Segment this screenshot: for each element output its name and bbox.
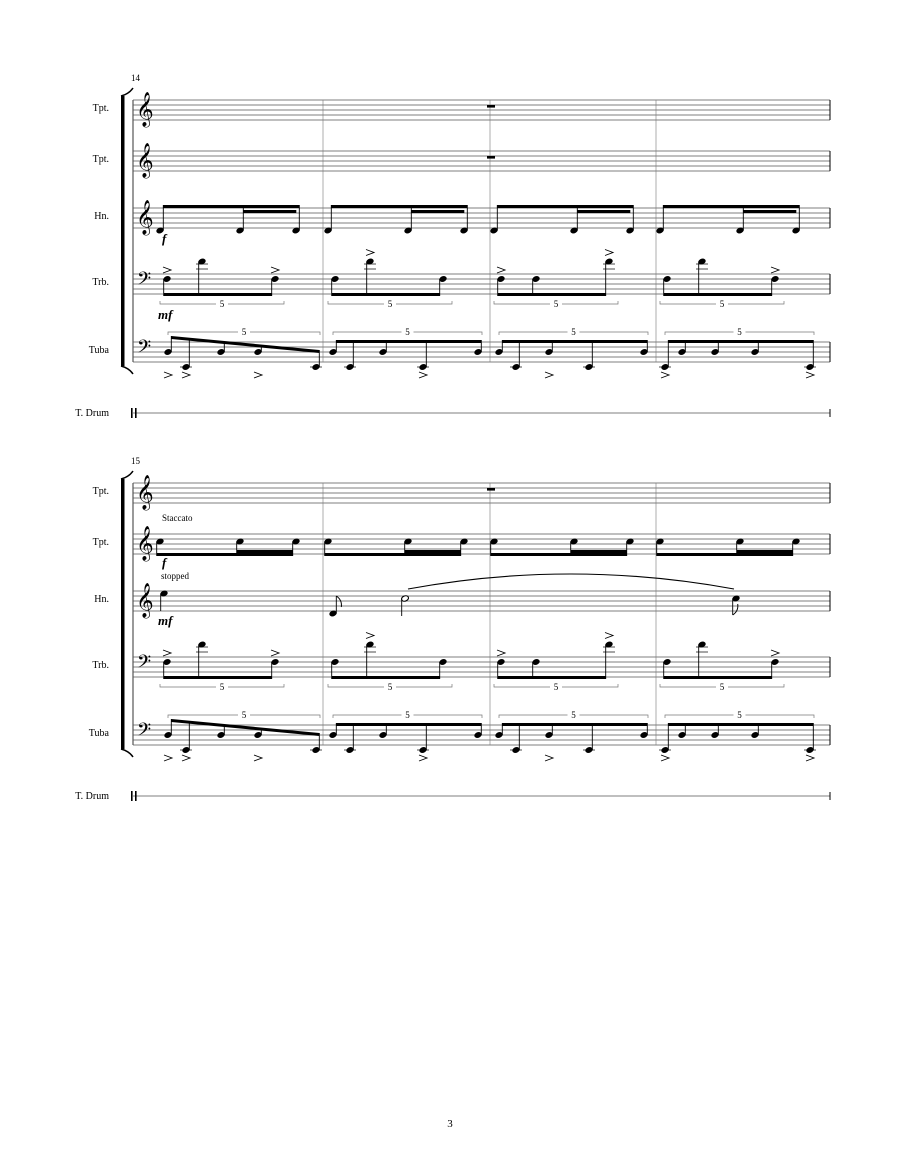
tuplet-bracket: [228, 301, 284, 304]
tuplet-bracket: [396, 684, 452, 687]
secondary-beam: [737, 550, 793, 553]
tuplet-number: 5: [571, 327, 576, 337]
secondary-beam: [243, 210, 296, 213]
expression-staccato: Staccato: [162, 513, 193, 523]
instrument-label: Tpt.: [92, 486, 109, 497]
instrument-label: Hn.: [94, 211, 109, 222]
accent-mark: [163, 267, 171, 273]
instrument-label: Trb.: [92, 660, 109, 671]
tuplet-number: 5: [387, 682, 393, 692]
beam: [325, 553, 461, 556]
bass-clef-icon: 𝄢: [137, 652, 152, 677]
bass-clef-icon: 𝄢: [137, 269, 152, 294]
whole-rest-icon: [487, 105, 495, 108]
treble-clef-icon: 𝄞: [136, 143, 154, 178]
tuplet-number: 5: [737, 710, 742, 720]
accent-mark: [545, 372, 553, 378]
measure-number: 14: [131, 73, 140, 83]
tuplet-bracket: [499, 715, 568, 718]
tuplet-bracket: [499, 332, 568, 335]
beam: [157, 553, 293, 556]
bracket-hook-bottom: [121, 366, 133, 374]
accent-mark: [271, 650, 279, 656]
percussion-clef-icon: [131, 408, 133, 418]
tuplet-bracket: [333, 332, 402, 335]
tuplet-bracket: [168, 715, 238, 718]
dynamic-trombone: mf: [158, 307, 173, 322]
accent-mark: [661, 755, 669, 761]
accent-mark: [806, 372, 814, 378]
tuplet-bracket: [328, 301, 384, 304]
note-flag: [336, 596, 341, 607]
accent-mark: [254, 372, 262, 378]
dynamic-trumpet2: f: [162, 555, 167, 570]
system-bracket: [121, 479, 125, 749]
tuplet-bracket: [728, 684, 784, 687]
beam: [657, 553, 793, 556]
treble-clef-icon: 𝄞: [136, 526, 154, 561]
tuplet-bracket: [414, 332, 483, 335]
percussion-clef-icon: [135, 408, 137, 418]
instrument-label: Tpt.: [92, 154, 109, 165]
treble-clef-icon: 𝄞: [136, 583, 154, 618]
accent-mark: [605, 250, 613, 256]
instrument-label: T. Drum: [75, 791, 109, 802]
instrument-label: Tpt.: [92, 537, 109, 548]
tuplet-number: 5: [241, 327, 247, 337]
tuplet-bracket: [250, 715, 320, 718]
tuplet-bracket: [328, 684, 384, 687]
instrument-label: Trb.: [92, 277, 109, 288]
accent-mark: [182, 755, 190, 761]
beam: [331, 205, 467, 208]
beam: [164, 676, 272, 679]
accent-mark: [806, 755, 814, 761]
page-number: 3: [447, 1118, 453, 1130]
tuplet-bracket: [746, 332, 815, 335]
beam: [497, 205, 633, 208]
tuplet-bracket: [414, 715, 483, 718]
tuplet-bracket: [333, 715, 402, 718]
beam: [498, 676, 606, 679]
instrument-label: Tuba: [88, 345, 109, 356]
beam: [332, 293, 440, 296]
tuplet-bracket: [396, 301, 452, 304]
tuplet-number: 5: [737, 327, 742, 337]
tuplet-bracket: [562, 684, 618, 687]
measure-number: 15: [131, 456, 140, 466]
accent-mark: [419, 755, 427, 761]
accent-mark: [771, 650, 779, 656]
whole-rest-icon: [487, 156, 495, 159]
instrument-label: Tuba: [88, 728, 109, 739]
tuplet-number: 5: [241, 710, 247, 720]
bracket-hook-bottom: [121, 749, 133, 757]
accent-mark: [419, 372, 427, 378]
tuplet-number: 5: [219, 682, 225, 692]
treble-clef-icon: 𝄞: [136, 200, 154, 235]
tuplet-number: 5: [387, 299, 393, 309]
secondary-beam: [577, 210, 630, 213]
tuplet-bracket: [494, 301, 550, 304]
tuplet-bracket: [580, 332, 649, 335]
secondary-beam: [411, 210, 464, 213]
tuplet-bracket: [660, 301, 716, 304]
expression-stopped: stopped: [161, 571, 189, 581]
beam: [668, 723, 813, 726]
dynamic-horn: f: [162, 231, 167, 246]
beam: [502, 340, 647, 343]
instrument-label: T. Drum: [75, 408, 109, 419]
beam: [171, 719, 319, 736]
beam: [164, 293, 272, 296]
beam: [491, 553, 627, 556]
tuplet-number: 5: [405, 327, 410, 337]
tuplet-bracket: [494, 684, 550, 687]
beam: [664, 676, 772, 679]
secondary-beam: [405, 550, 461, 553]
accent-mark: [366, 633, 374, 639]
accent-mark: [164, 372, 172, 378]
accent-mark: [182, 372, 190, 378]
tie: [408, 574, 734, 589]
secondary-beam: [237, 550, 293, 553]
tuplet-bracket: [728, 301, 784, 304]
dynamic-horn: mf: [158, 613, 173, 628]
tuplet-bracket: [160, 301, 216, 304]
treble-clef-icon: 𝄞: [136, 92, 154, 127]
beam: [498, 293, 606, 296]
whole-rest-icon: [487, 488, 495, 491]
tuplet-number: 5: [571, 710, 576, 720]
accent-mark: [545, 755, 553, 761]
bracket-hook-top: [121, 88, 133, 96]
accent-mark: [661, 372, 669, 378]
accent-mark: [771, 267, 779, 273]
beam: [668, 340, 813, 343]
tuplet-bracket: [228, 684, 284, 687]
beam: [163, 205, 299, 208]
tuplet-bracket: [665, 332, 734, 335]
accent-mark: [366, 250, 374, 256]
beam: [502, 723, 647, 726]
accent-mark: [605, 633, 613, 639]
beam: [664, 293, 772, 296]
beam: [336, 723, 481, 726]
tuplet-number: 5: [405, 710, 410, 720]
secondary-beam: [571, 550, 627, 553]
tuplet-number: 5: [553, 299, 559, 309]
tuplet-bracket: [580, 715, 649, 718]
percussion-clef-icon: [135, 791, 137, 801]
beam: [336, 340, 481, 343]
beam: [171, 336, 319, 353]
bass-clef-icon: 𝄢: [137, 337, 152, 362]
tuplet-number: 5: [219, 299, 225, 309]
treble-clef-icon: 𝄞: [136, 475, 154, 510]
accent-mark: [497, 267, 505, 273]
system-2: [75, 456, 830, 802]
beam: [332, 676, 440, 679]
secondary-beam: [743, 210, 796, 213]
instrument-label: Hn.: [94, 594, 109, 605]
system-bracket: [121, 96, 125, 366]
tuplet-bracket: [250, 332, 320, 335]
accent-mark: [271, 267, 279, 273]
tuplet-number: 5: [719, 682, 725, 692]
tuplet-number: 5: [553, 682, 559, 692]
accent-mark: [164, 755, 172, 761]
accent-mark: [163, 650, 171, 656]
tuplet-bracket: [562, 301, 618, 304]
percussion-clef-icon: [131, 791, 133, 801]
accent-mark: [254, 755, 262, 761]
tuplet-bracket: [746, 715, 815, 718]
accent-mark: [497, 650, 505, 656]
system-1: [75, 73, 830, 419]
beam: [663, 205, 799, 208]
bracket-hook-top: [121, 471, 133, 479]
tuplet-bracket: [665, 715, 734, 718]
instrument-label: Tpt.: [92, 103, 109, 114]
tuplet-number: 5: [719, 299, 725, 309]
tuplet-bracket: [660, 684, 716, 687]
bass-clef-icon: 𝄢: [137, 720, 152, 745]
tuplet-bracket: [160, 684, 216, 687]
tuplet-bracket: [168, 332, 238, 335]
